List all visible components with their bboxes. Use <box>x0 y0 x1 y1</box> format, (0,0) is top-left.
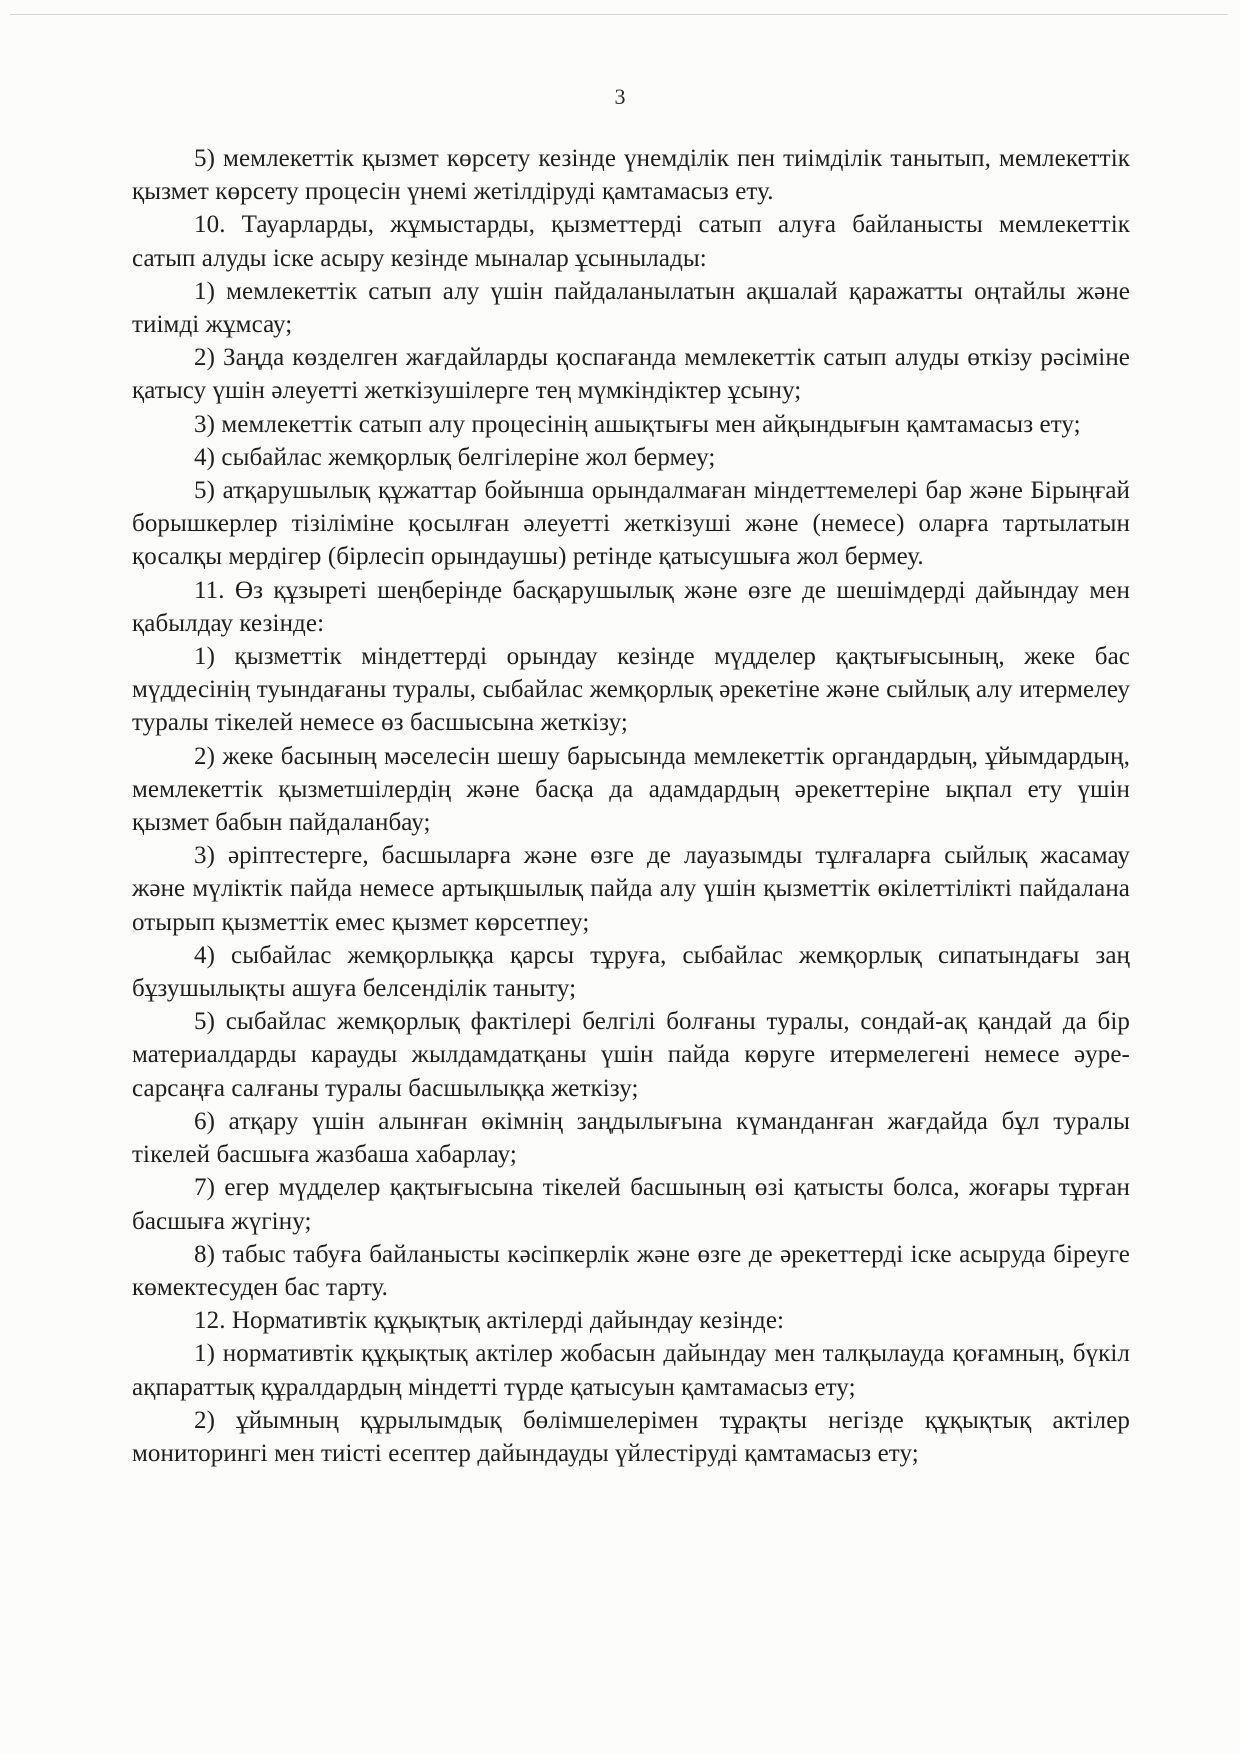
paragraph: 4) сыбайлас жемқорлыққа қарсы тұруға, сыбайлас жемқорлық сипатындағы заң бұзушылықты ашуға белсенділік таныту; <box>132 941 1130 1003</box>
scan-edge-line <box>10 14 1228 15</box>
paragraph: 3) мемлекеттік сатып алу процесінің ашықтығы мен айқындығын қамтамасыз ету; <box>194 410 1081 438</box>
paragraph: 8) табыс табуға байланысты кәсіпкерлік және өзге де әрекеттерді іске асыруда біреуге көмектесуден бас тарту. <box>132 1240 1130 1301</box>
paragraph: 1) қызметтік міндеттерді орындау кезінде мүдделер қақтығысының, жеке бас мүддесінің туындағаны туралы, сыбайлас жемқорлық әрекетіне және сыйлық алу итермелеу туралы тікелей немесе өз басшысына жеткізу; <box>132 643 1130 737</box>
paragraph: 1) мемлекеттік сатып алу үшін пайдаланылатын ақшалай қаражатты оңтайлы және тиімді жұмсау; <box>132 277 1130 339</box>
paragraph: 11. Өз құзыреті шеңберінде басқарушылық және өзге де шешімдерді дайындау мен қабылдау кезінде: <box>132 576 1130 637</box>
paragraph: 4) сыбайлас жемқорлық белгілеріне жол бермеу; <box>194 443 716 471</box>
paragraph: 2) ұйымның құрылымдық бөлімшелерімен тұрақты негізде құқықтық актілер мониторингі мен тиісті есептер дайындауды үйлестіруді қамтамасыз ету; <box>132 1406 1130 1467</box>
paragraph: 2) Заңда көзделген жағдайларды қоспағанда мемлекеттік сатып алуды өткізу рәсіміне қатысу үшін әлеуетті жеткізушілерге тең мүмкіндіктер ұсыну; <box>132 344 1130 405</box>
paragraph: 5) атқарушылық құжаттар бойынша орындалмаған міндеттемелері бар және Бірыңғай борышкерлер тізіліміне қосылған әлеуетті жеткізуші және (немесе) оларға тартылатын қосалқы мердігер (бірлесіп орындаушы) ретінде қатысушыға жол бермеу. <box>132 477 1130 571</box>
page-number: 3 <box>614 84 626 109</box>
document-body <box>132 142 1130 1470</box>
paragraph: 3) әріптестерге, басшыларға және өзге де лауазымды тұлғаларға сыйлық жасамау және мүліктік пайда немесе артықшылық пайда алу үшін қызметтік өкілеттілікті пайдалана отырып қызметтік емес қызмет көрсетпеу; <box>132 842 1130 936</box>
paragraph: 1) нормативтік құқықтық актілер жобасын дайындау мен талқылауда қоғамның, бүкіл ақпараттық құралдардың міндетті түрде қатысуын қамтамасыз ету; <box>132 1340 1130 1401</box>
paragraph: 5) мемлекеттік қызмет көрсету кезінде үнемділік пен тиімділік танытып, мемлекеттік қызмет көрсету процесін үнемі жетілдіруді қамтамасыз ету. <box>132 145 1130 206</box>
paragraph: 12. Нормативтік құқықтық актілерді дайындау кезінде: <box>194 1307 785 1335</box>
paragraph: 5) сыбайлас жемқорлық фактілері белгілі болғаны туралы, сондай-ақ қандай да бір материалдарды карауды жылдамдатқаны үшін пайда көруге итермелегені немесе әуре-сарсаңға салғаны туралы басшылыққа жеткізу; <box>132 1008 1130 1102</box>
paragraph: 7) егер мүдделер қақтығысына тікелей басшының өзі қатысты болса, жоғары тұрған басшыға жүгіну; <box>132 1174 1130 1235</box>
paragraph: 6) атқару үшін алынған өкімнің заңдылығына күманданған жағдайда бұл туралы тікелей басшыға жазбаша хабарлау; <box>132 1107 1130 1169</box>
paragraph: 10. Тауарларды, жұмыстарды, қызметтерді сатып алуға байланысты мемлекеттік сатып алуды іске асыру кезінде мыналар ұсынылады: <box>132 211 1130 272</box>
paragraph: 2) жеке басының мәселесін шешу барысында мемлекеттік органдардың, ұйымдардың, мемлекеттік қызметшілердің және басқа да адамдардың әрекеттеріне ықпал ету үшін қызмет бабын пайдаланбау; <box>132 742 1130 837</box>
